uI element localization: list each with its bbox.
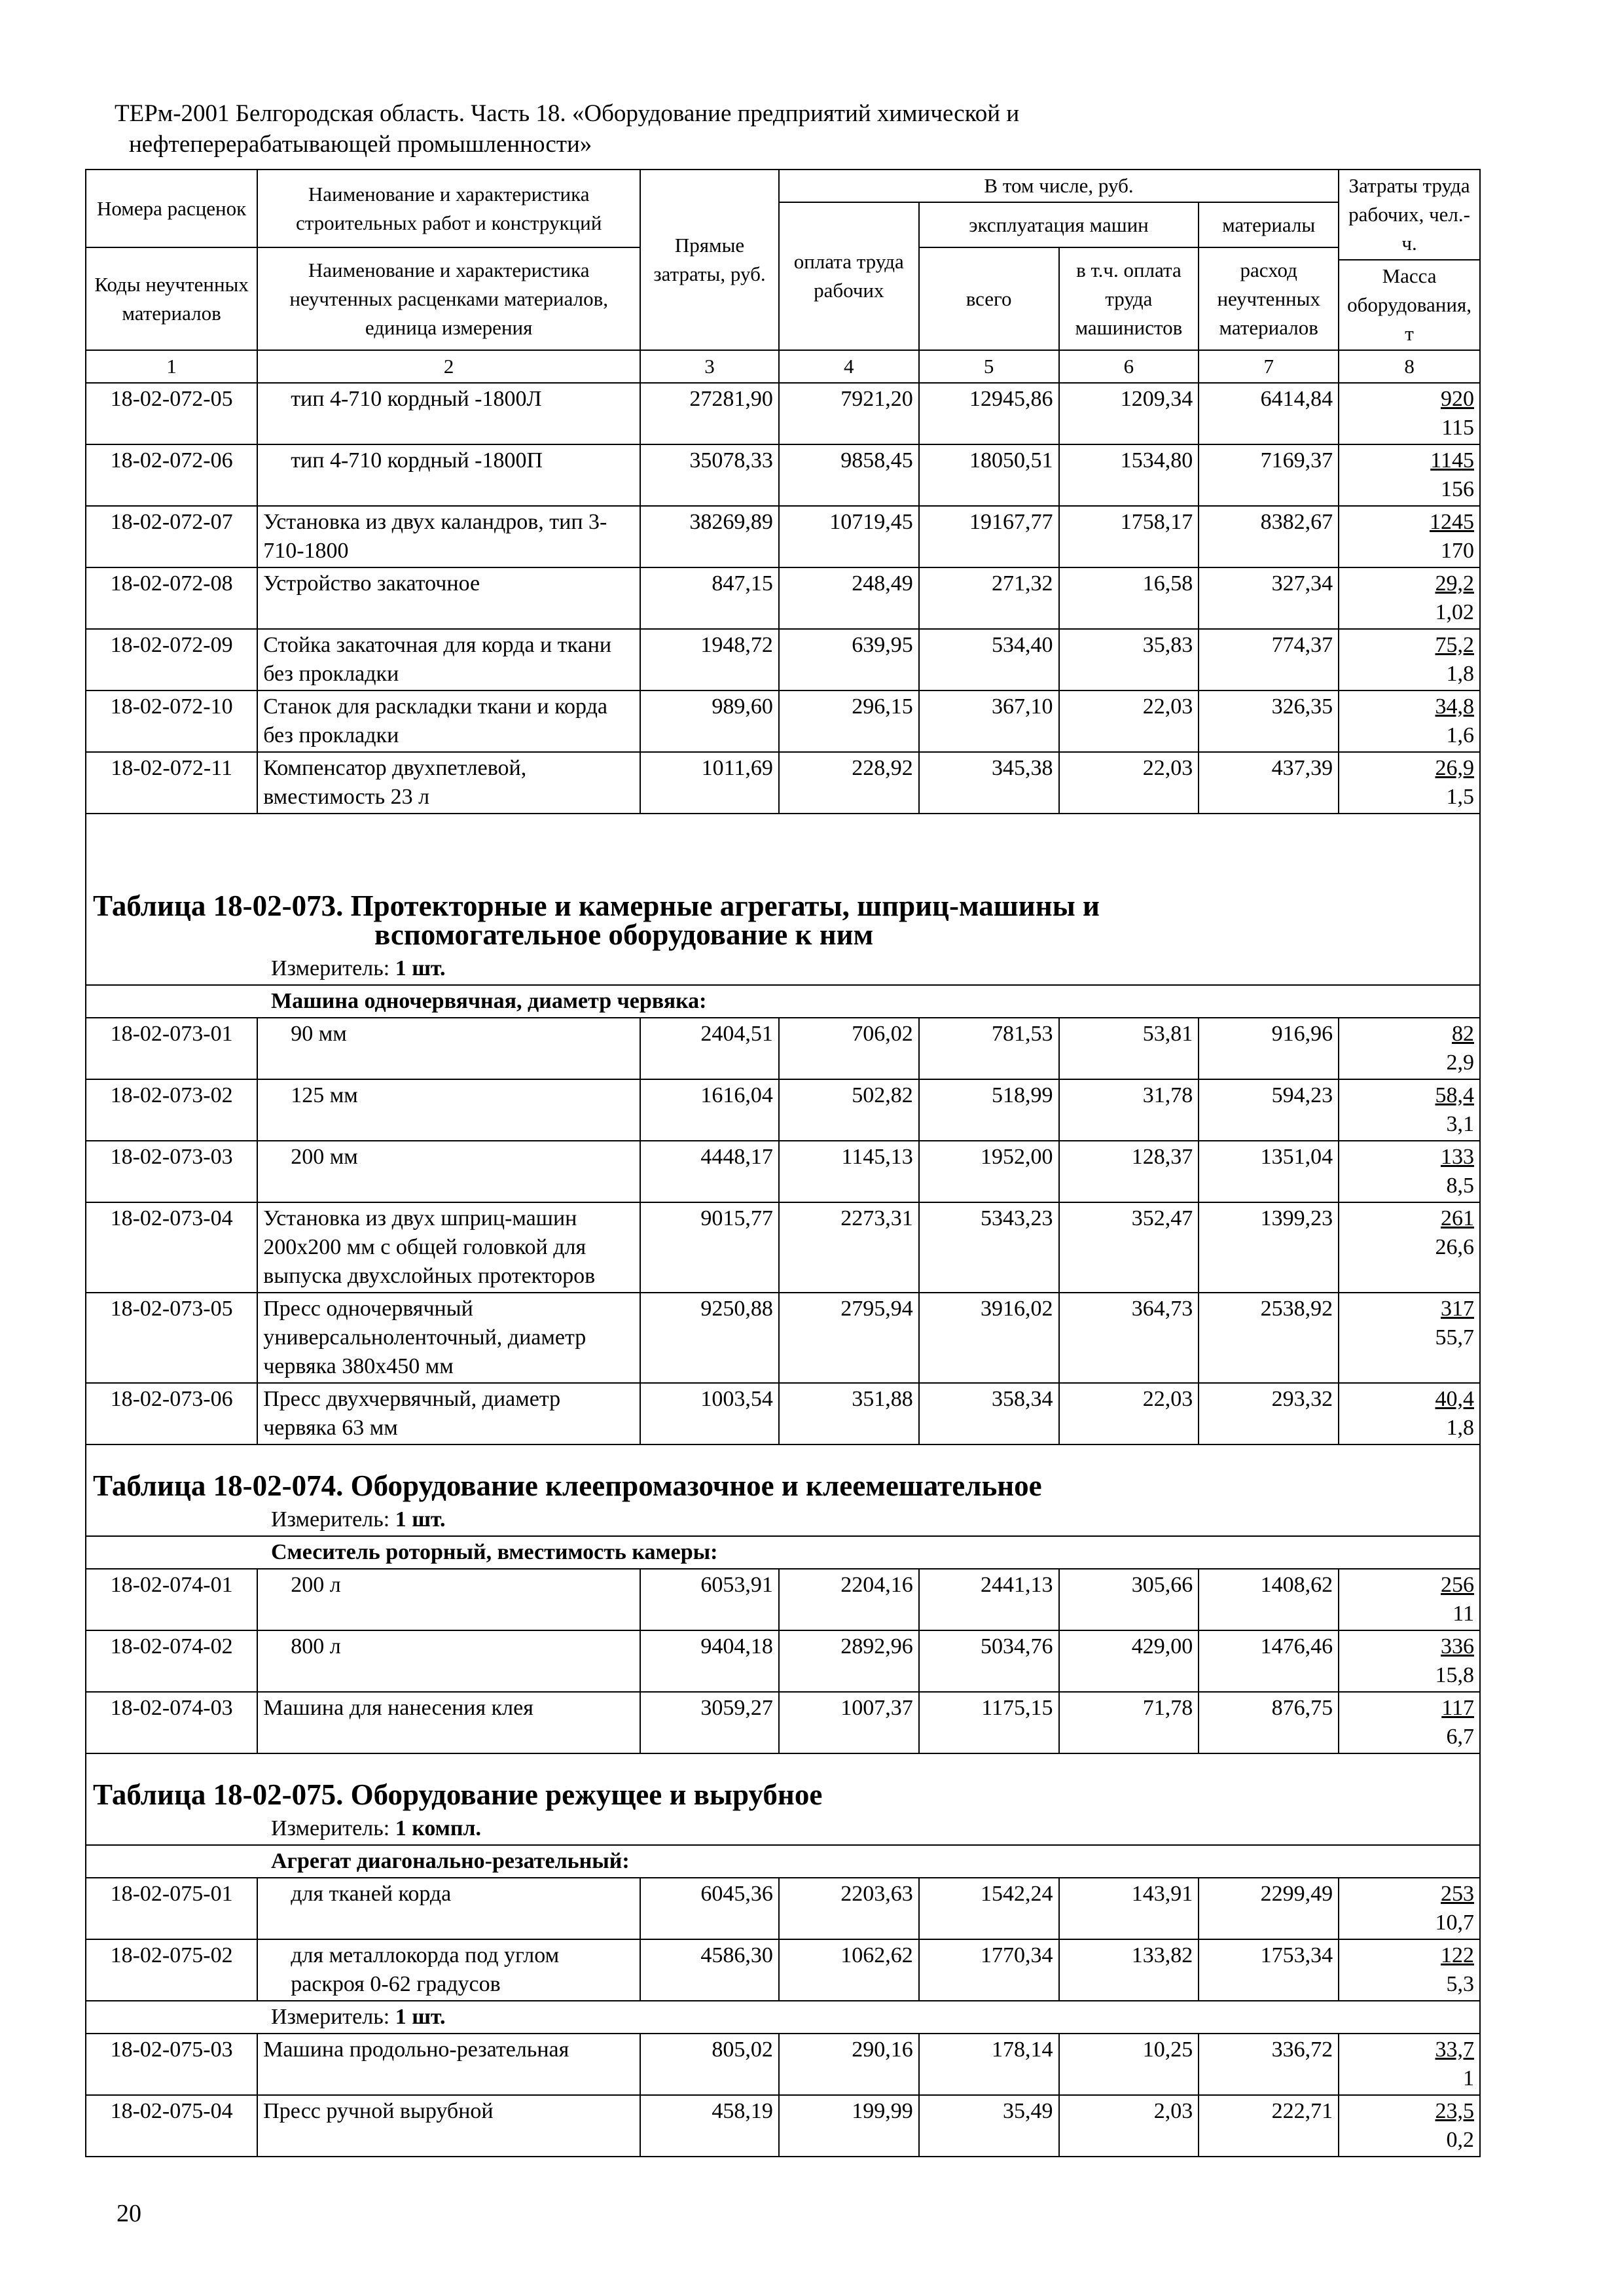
row-machinist-wages: 22,03 (1059, 1383, 1199, 1444)
row-code: 18-02-075-04 (86, 2095, 257, 2157)
row-materials: 6414,84 (1199, 383, 1339, 444)
row-code: 18-02-072-10 (86, 691, 257, 752)
row-code: 18-02-074-03 (86, 1692, 257, 1753)
col2-header-top: Наименование и характеристика строительных работ и конструкций (257, 170, 640, 247)
table-row (86, 1141, 1480, 1202)
labor-value: 122 (1441, 1943, 1474, 1967)
meter-row (86, 953, 1480, 985)
section-title (86, 865, 1480, 953)
row-code: 18-02-072-11 (86, 752, 257, 814)
column-numbers-row (86, 350, 1480, 383)
row-machinist-wages: 71,78 (1059, 1692, 1199, 1753)
mass-value: 1,5 (1446, 785, 1474, 809)
row-worker-wages: 706,02 (779, 1018, 919, 1079)
row-code: 18-02-072-07 (86, 506, 257, 567)
table-body (86, 170, 1480, 2157)
row-code: 18-02-075-03 (86, 2034, 257, 2095)
row-direct-cost: 1003,54 (640, 1383, 779, 1444)
labor-value: 29,2 (1435, 571, 1474, 596)
col-num: 5 (919, 350, 1059, 383)
mass-value: 0,2 (1446, 2128, 1474, 2152)
table-row (86, 1692, 1480, 1753)
col-num: 8 (1339, 350, 1480, 383)
row-machine-cost: 3916,02 (919, 1293, 1059, 1383)
col8-header-top: Затраты труда рабочих, чел.-ч. (1339, 170, 1480, 260)
labor-value: 133 (1441, 1145, 1474, 1169)
table-row (86, 1630, 1480, 1692)
mass-value: 2,9 (1446, 1050, 1474, 1075)
group-row-cell: Смеситель роторный, вместимость камеры: (86, 1536, 1480, 1569)
row-code: 18-02-074-02 (86, 1630, 257, 1692)
row-materials: 774,37 (1199, 629, 1339, 691)
meter-row (86, 1504, 1480, 1536)
row-worker-wages: 1007,37 (779, 1692, 919, 1753)
mass-value: 5,3 (1446, 1972, 1474, 1996)
labor-value: 253 (1441, 1882, 1474, 1906)
section-title (86, 1753, 1480, 1813)
header-row-1 (86, 170, 1480, 202)
row-machinist-wages: 133,82 (1059, 1939, 1199, 2001)
row-machinist-wages: 1209,34 (1059, 383, 1199, 444)
table-row (86, 1569, 1480, 1630)
row-labor-mass (1339, 1018, 1480, 1079)
row-labor-mass (1339, 1202, 1480, 1293)
row-labor-mass (1339, 383, 1480, 444)
row-direct-cost: 27281,90 (640, 383, 779, 444)
row-name: тип 4-710 кордный -1800Л (257, 383, 640, 444)
meter-value: 1 шт. (395, 956, 446, 980)
col-num: 3 (640, 350, 779, 383)
row-direct-cost: 458,19 (640, 2095, 779, 2157)
row-machinist-wages: 35,83 (1059, 629, 1199, 691)
row-code: 18-02-072-08 (86, 567, 257, 629)
row-machine-cost: 19167,77 (919, 506, 1059, 567)
row-materials: 7169,37 (1199, 444, 1339, 506)
meter-label: Измеритель: (271, 1507, 390, 1532)
row-code: 18-02-073-03 (86, 1141, 257, 1202)
row-name: 90 мм (257, 1018, 640, 1079)
row-direct-cost: 38269,89 (640, 506, 779, 567)
col-num: 1 (86, 350, 257, 383)
row-code: 18-02-073-02 (86, 1079, 257, 1141)
row-direct-cost: 9015,77 (640, 1202, 779, 1293)
row-materials: 293,32 (1199, 1383, 1339, 1444)
col4-header: оплата труда рабочих (779, 202, 919, 350)
mass-value: 15,8 (1435, 1663, 1474, 1687)
labor-value: 82 (1452, 1022, 1474, 1046)
meter-row-cell (86, 1504, 1480, 1536)
row-code: 18-02-073-04 (86, 1202, 257, 1293)
row-worker-wages: 2795,94 (779, 1293, 919, 1383)
row-direct-cost: 6045,36 (640, 1878, 779, 1939)
row-name: Устройство закаточное (257, 567, 640, 629)
table-row (86, 752, 1480, 814)
row-machine-cost: 1770,34 (919, 1939, 1059, 2001)
section-title-cell (86, 1753, 1480, 1813)
row-materials: 2538,92 (1199, 1293, 1339, 1383)
section-title-cell (86, 865, 1480, 953)
row-code: 18-02-075-02 (86, 1939, 257, 2001)
section-title-line-1: Таблица 18-02-073. Протекторные и камерные агрегаты, шприц-машины и (93, 889, 1100, 922)
row-machinist-wages: 143,91 (1059, 1878, 1199, 1939)
row-direct-cost: 4586,30 (640, 1939, 779, 2001)
mass-value: 1 (1463, 2066, 1474, 2090)
table-row (86, 1939, 1480, 2001)
row-direct-cost: 3059,27 (640, 1692, 779, 1753)
row-machine-cost: 12945,86 (919, 383, 1059, 444)
labor-value: 920 (1441, 387, 1474, 411)
row-materials: 336,72 (1199, 2034, 1339, 2095)
row-worker-wages: 351,88 (779, 1383, 919, 1444)
col-num: 6 (1059, 350, 1199, 383)
col2-header-bottom: Наименование и характеристика неучтенных расценками материалов, единица измерения (257, 247, 640, 350)
mass-value: 1,02 (1435, 600, 1474, 624)
row-machinist-wages: 10,25 (1059, 2034, 1199, 2095)
row-name: Пресс ручной вырубной (257, 2095, 640, 2157)
row-worker-wages: 2203,63 (779, 1878, 919, 1939)
row-materials: 1408,62 (1199, 1569, 1339, 1630)
materials-header: материалы (1199, 202, 1339, 247)
row-direct-cost: 805,02 (640, 2034, 779, 2095)
row-machinist-wages: 16,58 (1059, 567, 1199, 629)
row-direct-cost: 35078,33 (640, 444, 779, 506)
meter-row-cell (86, 2001, 1480, 2034)
meter-row (86, 1813, 1480, 1845)
row-name: для тканей корда (257, 1878, 640, 1939)
row-machinist-wages: 1534,80 (1059, 444, 1199, 506)
meter-value: 1 шт. (395, 1507, 446, 1532)
row-machine-cost: 271,32 (919, 567, 1059, 629)
labor-value: 26,9 (1435, 756, 1474, 780)
col1-header-top: Номера расценок (86, 170, 257, 247)
mass-value: 6,7 (1446, 1725, 1474, 1749)
row-labor-mass (1339, 1692, 1480, 1753)
row-labor-mass (1339, 1630, 1480, 1692)
labor-value: 256 (1441, 1573, 1474, 1597)
mass-value: 1,6 (1446, 723, 1474, 747)
row-machine-cost: 1175,15 (919, 1692, 1059, 1753)
row-labor-mass (1339, 1569, 1480, 1630)
section-title-cell (86, 1444, 1480, 1504)
row-machine-cost: 1952,00 (919, 1141, 1059, 1202)
row-labor-mass (1339, 691, 1480, 752)
mass-value: 55,7 (1435, 1325, 1474, 1350)
col-num: 4 (779, 350, 919, 383)
row-materials: 916,96 (1199, 1018, 1339, 1079)
row-direct-cost: 1011,69 (640, 752, 779, 814)
row-name: Установка из двух шприц-машин 200x200 мм с общей головкой для выпуска двухслойных протекторов (257, 1202, 640, 1293)
section-title-line-1: Таблица 18-02-074. Оборудование клеепромазочное и клеемешательное (93, 1469, 1042, 1502)
row-machinist-wages: 364,73 (1059, 1293, 1199, 1383)
row-materials: 2299,49 (1199, 1878, 1339, 1939)
table-row (86, 1293, 1480, 1383)
row-machine-cost: 178,14 (919, 2034, 1059, 2095)
row-machinist-wages: 429,00 (1059, 1630, 1199, 1692)
header-line-2: нефтеперерабатывающей промышленности» (129, 131, 592, 158)
page-header (115, 98, 1456, 160)
page-number: 20 (117, 2200, 141, 2227)
labor-value: 75,2 (1435, 633, 1474, 657)
row-code: 18-02-072-06 (86, 444, 257, 506)
row-name: Станок для раскладки ткани и корда без прокладки (257, 691, 640, 752)
row-name: Установка из двух каландров, тип 3-710-1800 (257, 506, 640, 567)
table-row (86, 1079, 1480, 1141)
row-worker-wages: 199,99 (779, 2095, 919, 2157)
row-direct-cost: 9404,18 (640, 1630, 779, 1692)
row-machinist-wages: 1758,17 (1059, 506, 1199, 567)
row-worker-wages: 502,82 (779, 1079, 919, 1141)
mass-value: 115 (1441, 416, 1474, 440)
table-row (86, 1018, 1480, 1079)
row-labor-mass (1339, 567, 1480, 629)
row-materials: 437,39 (1199, 752, 1339, 814)
row-direct-cost: 1948,72 (640, 629, 779, 691)
row-direct-cost: 6053,91 (640, 1569, 779, 1630)
row-name: 200 мм (257, 1141, 640, 1202)
row-machinist-wages: 22,03 (1059, 691, 1199, 752)
row-labor-mass (1339, 629, 1480, 691)
row-labor-mass (1339, 1939, 1480, 2001)
row-code: 18-02-072-05 (86, 383, 257, 444)
row-materials: 327,34 (1199, 567, 1339, 629)
table-row (86, 691, 1480, 752)
meter-label: Измеритель: (271, 2005, 390, 2029)
mass-value: 26,6 (1435, 1235, 1474, 1259)
mass-value: 170 (1441, 539, 1474, 563)
col1-header-bottom: Коды неучтенных материалов (86, 247, 257, 350)
col6-header: в т.ч. оплата труда машинистов (1059, 247, 1199, 350)
labor-value: 1145 (1430, 448, 1474, 473)
group-row (86, 1536, 1480, 1569)
col8-header-bottom: Масса оборудования, т (1339, 260, 1480, 350)
row-machine-cost: 35,49 (919, 2095, 1059, 2157)
meter-label: Измеритель: (271, 956, 390, 980)
table-row (86, 383, 1480, 444)
row-name: 125 мм (257, 1079, 640, 1141)
labor-value: 34,8 (1435, 694, 1474, 719)
row-machine-cost: 18050,51 (919, 444, 1059, 506)
row-machine-cost: 518,99 (919, 1079, 1059, 1141)
row-materials: 8382,67 (1199, 506, 1339, 567)
row-name: Стойка закаточная для корда и ткани без прокладки (257, 629, 640, 691)
row-name: для металлокорда под углом раскроя 0-62 градусов (257, 1939, 640, 2001)
spacer-row (86, 814, 1480, 865)
row-direct-cost: 2404,51 (640, 1018, 779, 1079)
row-name: тип 4-710 кордный -1800П (257, 444, 640, 506)
col-num: 7 (1199, 350, 1339, 383)
row-worker-wages: 296,15 (779, 691, 919, 752)
header-line-1: ТЕРм-2001 Белгородская область. Часть 18. «Оборудование предприятий химической и (115, 100, 1020, 127)
mass-value: 156 (1441, 477, 1474, 501)
table-row (86, 1878, 1480, 1939)
labor-value: 58,4 (1435, 1083, 1474, 1107)
group-row-cell: Агрегат диагонально-резательный: (86, 1845, 1480, 1878)
row-worker-wages: 9858,45 (779, 444, 919, 506)
group-row (86, 985, 1480, 1018)
row-direct-cost: 1616,04 (640, 1079, 779, 1141)
row-materials: 1351,04 (1199, 1141, 1339, 1202)
row-name: Машина продольно-резательная (257, 2034, 640, 2095)
mass-value: 3,1 (1446, 1112, 1474, 1136)
row-worker-wages: 228,92 (779, 752, 919, 814)
col5-header: всего (919, 247, 1059, 350)
mass-value: 8,5 (1446, 1174, 1474, 1198)
row-name: Машина для нанесения клея (257, 1692, 640, 1753)
meter-row-cell (86, 953, 1480, 985)
labor-value: 261 (1441, 1206, 1474, 1230)
row-labor-mass (1339, 1383, 1480, 1444)
row-worker-wages: 7921,20 (779, 383, 919, 444)
row-labor-mass (1339, 444, 1480, 506)
row-labor-mass (1339, 2095, 1480, 2157)
row-worker-wages: 1062,62 (779, 1939, 919, 2001)
col-num: 2 (257, 350, 640, 383)
row-materials: 326,35 (1199, 691, 1339, 752)
row-worker-wages: 639,95 (779, 629, 919, 691)
row-direct-cost: 989,60 (640, 691, 779, 752)
group-row-cell: Машина одночервячная, диаметр червяка: (86, 985, 1480, 1018)
row-machine-cost: 5343,23 (919, 1202, 1059, 1293)
row-machine-cost: 367,10 (919, 691, 1059, 752)
table-row (86, 2034, 1480, 2095)
row-materials: 1753,34 (1199, 1939, 1339, 2001)
section-title (86, 1444, 1480, 1504)
row-materials: 1399,23 (1199, 1202, 1339, 1293)
row-labor-mass (1339, 1079, 1480, 1141)
table-row (86, 506, 1480, 567)
section-title-line-1: Таблица 18-02-075. Оборудование режущее и вырубное (93, 1778, 823, 1811)
row-code: 18-02-073-05 (86, 1293, 257, 1383)
row-worker-wages: 290,16 (779, 2034, 919, 2095)
row-machine-cost: 2441,13 (919, 1569, 1059, 1630)
row-machinist-wages: 352,47 (1059, 1202, 1199, 1293)
row-worker-wages: 248,49 (779, 567, 919, 629)
row-materials: 594,23 (1199, 1079, 1339, 1141)
row-machine-cost: 534,40 (919, 629, 1059, 691)
machines-header: эксплуатация машин (919, 202, 1199, 247)
table-row (86, 1383, 1480, 1444)
row-labor-mass (1339, 506, 1480, 567)
group-row (86, 1845, 1480, 1878)
row-direct-cost: 9250,88 (640, 1293, 779, 1383)
table-row (86, 567, 1480, 629)
row-worker-wages: 2204,16 (779, 1569, 919, 1630)
incl-header: В том числе, руб. (779, 170, 1339, 202)
row-code: 18-02-072-09 (86, 629, 257, 691)
row-machinist-wages: 128,37 (1059, 1141, 1199, 1202)
labor-value: 317 (1441, 1297, 1474, 1321)
price-table (85, 169, 1481, 2157)
labor-value: 1245 (1430, 510, 1474, 534)
row-machine-cost: 5034,76 (919, 1630, 1059, 1692)
meter-row (86, 2001, 1480, 2034)
row-machine-cost: 1542,24 (919, 1878, 1059, 1939)
row-machine-cost: 781,53 (919, 1018, 1059, 1079)
meter-value: 1 компл. (395, 1816, 482, 1840)
mass-value: 1,8 (1446, 662, 1474, 686)
col7-header: расход неучтенных материалов (1199, 247, 1339, 350)
spacer-cell (86, 814, 1480, 865)
row-materials: 1476,46 (1199, 1630, 1339, 1692)
row-machine-cost: 345,38 (919, 752, 1059, 814)
row-name: 200 л (257, 1569, 640, 1630)
row-labor-mass (1339, 1878, 1480, 1939)
row-direct-cost: 847,15 (640, 567, 779, 629)
labor-value: 336 (1441, 1634, 1474, 1659)
meter-label: Измеритель: (271, 1816, 390, 1840)
row-machinist-wages: 2,03 (1059, 2095, 1199, 2157)
row-machinist-wages: 22,03 (1059, 752, 1199, 814)
row-code: 18-02-073-06 (86, 1383, 257, 1444)
row-machinist-wages: 305,66 (1059, 1569, 1199, 1630)
row-worker-wages: 10719,45 (779, 506, 919, 567)
row-worker-wages: 2273,31 (779, 1202, 919, 1293)
row-worker-wages: 2892,96 (779, 1630, 919, 1692)
row-labor-mass (1339, 1293, 1480, 1383)
section-title-line-2: вспомогательное оборудование к ним (374, 918, 874, 951)
row-name: Пресс двухчервячный, диаметр червяка 63 мм (257, 1383, 640, 1444)
row-code: 18-02-075-01 (86, 1878, 257, 1939)
mass-value: 1,8 (1446, 1416, 1474, 1440)
row-name: 800 л (257, 1630, 640, 1692)
labor-value: 117 (1441, 1696, 1474, 1720)
meter-value: 1 шт. (395, 2005, 446, 2029)
col3-header: Прямые затраты, руб. (640, 170, 779, 350)
row-machinist-wages: 31,78 (1059, 1079, 1199, 1141)
row-labor-mass (1339, 2034, 1480, 2095)
meter-row-cell (86, 1813, 1480, 1845)
row-name: Компенсатор двухпетлевой, вместимость 23 л (257, 752, 640, 814)
row-materials: 876,75 (1199, 1692, 1339, 1753)
row-materials: 222,71 (1199, 2095, 1339, 2157)
row-code: 18-02-073-01 (86, 1018, 257, 1079)
row-labor-mass (1339, 1141, 1480, 1202)
mass-value: 11 (1453, 1602, 1474, 1626)
table-row (86, 629, 1480, 691)
labor-value: 40,4 (1435, 1387, 1474, 1411)
row-machinist-wages: 53,81 (1059, 1018, 1199, 1079)
labor-value: 23,5 (1435, 2099, 1474, 2123)
table-row (86, 1202, 1480, 1293)
row-code: 18-02-074-01 (86, 1569, 257, 1630)
row-name: Пресс одночервячный универсальноленточный, диаметр червяка 380x450 мм (257, 1293, 640, 1383)
table-row (86, 2095, 1480, 2157)
row-machine-cost: 358,34 (919, 1383, 1059, 1444)
row-worker-wages: 1145,13 (779, 1141, 919, 1202)
table-row (86, 444, 1480, 506)
labor-value: 33,7 (1435, 2037, 1474, 2062)
row-direct-cost: 4448,17 (640, 1141, 779, 1202)
row-labor-mass (1339, 752, 1480, 814)
mass-value: 10,7 (1435, 1910, 1474, 1935)
